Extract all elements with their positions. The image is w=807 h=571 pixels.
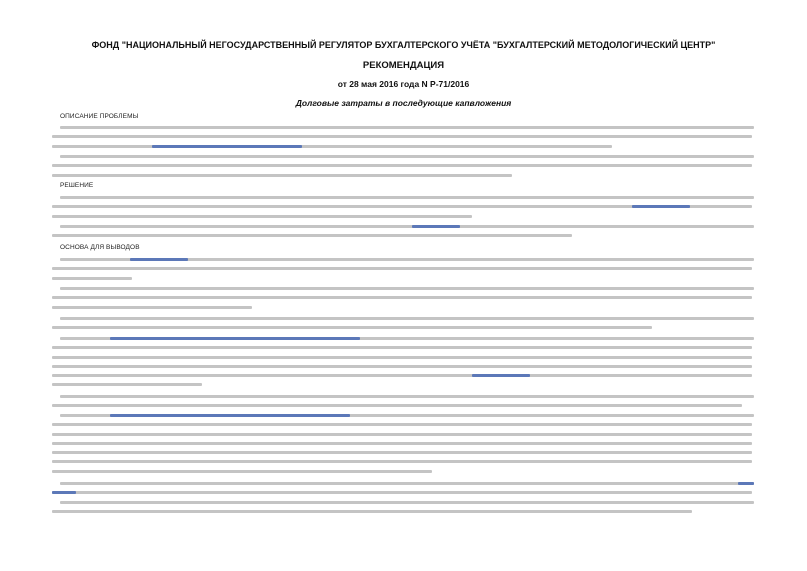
document-link[interactable]: [738, 482, 754, 485]
paragraph-text: [52, 196, 53, 197]
document-title: Долговые затраты в последующие капвложения: [295, 98, 512, 108]
text-line: [52, 374, 752, 377]
paragraph-text: [52, 501, 53, 502]
text-line: [60, 287, 754, 290]
paragraph-basis-8: [52, 501, 754, 520]
text-line: [52, 277, 132, 280]
text-line: [52, 296, 752, 299]
paragraph-basis-1: [52, 258, 754, 286]
text-line: [60, 126, 754, 129]
document-link[interactable]: [412, 225, 460, 228]
text-line: [52, 326, 652, 329]
text-line: [52, 205, 752, 208]
section-heading-problem: ОПИСАНИЕ ПРОБЛЕМЫ: [60, 113, 139, 120]
text-line: [52, 306, 252, 309]
text-line: [52, 433, 752, 436]
text-line: [52, 145, 612, 148]
text-line: [60, 155, 754, 158]
text-line: [52, 491, 752, 494]
document-type: РЕКОМЕНДАЦИЯ: [362, 60, 445, 71]
text-line: [52, 404, 742, 407]
text-line: [60, 482, 754, 485]
text-line: [52, 451, 752, 454]
section-heading-solution: РЕШЕНИЕ: [60, 182, 94, 189]
paragraph-basis-5: [52, 395, 754, 414]
document-link[interactable]: [110, 414, 350, 417]
paragraph-text: [52, 287, 53, 288]
paragraph-text: [52, 258, 53, 259]
document-link[interactable]: [110, 337, 360, 340]
paragraph-basis-7: [52, 482, 754, 501]
document-link[interactable]: [472, 374, 530, 377]
paragraph-text: [52, 414, 53, 415]
text-line: [52, 267, 752, 270]
paragraph-basis-4: [52, 337, 754, 393]
paragraph-text: [52, 126, 53, 127]
paragraph-problem-2: [52, 155, 754, 183]
paragraph-basis-3: [52, 317, 754, 336]
paragraph-text: [52, 337, 53, 338]
paragraph-text: [52, 225, 53, 226]
text-line: [52, 215, 472, 218]
paragraph-problem-1: [52, 126, 754, 154]
text-line: [52, 174, 512, 177]
text-line: [60, 225, 754, 228]
text-line: [60, 258, 754, 261]
text-line: [52, 442, 752, 445]
document-link[interactable]: [52, 491, 76, 494]
text-line: [60, 337, 754, 340]
text-line: [52, 383, 202, 386]
document-date-number: от 28 мая 2016 года N Р-71/2016: [337, 79, 470, 89]
text-line: [52, 346, 752, 349]
text-line: [52, 470, 432, 473]
paragraph-basis-2: [52, 287, 754, 315]
section-heading-basis: ОСНОВА ДЛЯ ВЫВОДОВ: [60, 244, 140, 251]
text-line: [60, 395, 754, 398]
paragraph-basis-6: [52, 414, 754, 479]
text-line: [60, 196, 754, 199]
text-line: [52, 510, 692, 513]
text-line: [52, 164, 752, 167]
paragraph-solution-2: [52, 225, 754, 244]
text-line: [60, 501, 754, 504]
text-line: [52, 460, 752, 463]
paragraph-text: [52, 482, 53, 483]
paragraph-text: [52, 395, 53, 396]
text-line: [52, 234, 572, 237]
document-link[interactable]: [130, 258, 188, 261]
document-link[interactable]: [632, 205, 690, 208]
paragraph-text: [52, 155, 53, 156]
paragraph-text: [52, 317, 53, 318]
text-line: [52, 365, 752, 368]
organization-header: ФОНД "НАЦИОНАЛЬНЫЙ НЕГОСУДАРСТВЕННЫЙ РЕГУЛЯТОР БУХГАЛТЕРСКОГО УЧЁТА "БУХГАЛТЕРСКИЙ МЕТОДОЛОГИЧЕСКИЙ ЦЕНТР": [91, 40, 716, 50]
text-line: [52, 135, 752, 138]
paragraph-solution-1: [52, 196, 754, 224]
text-line: [60, 317, 754, 320]
text-line: [60, 414, 754, 417]
document-link[interactable]: [152, 145, 302, 148]
text-line: [52, 423, 752, 426]
text-line: [52, 356, 752, 359]
